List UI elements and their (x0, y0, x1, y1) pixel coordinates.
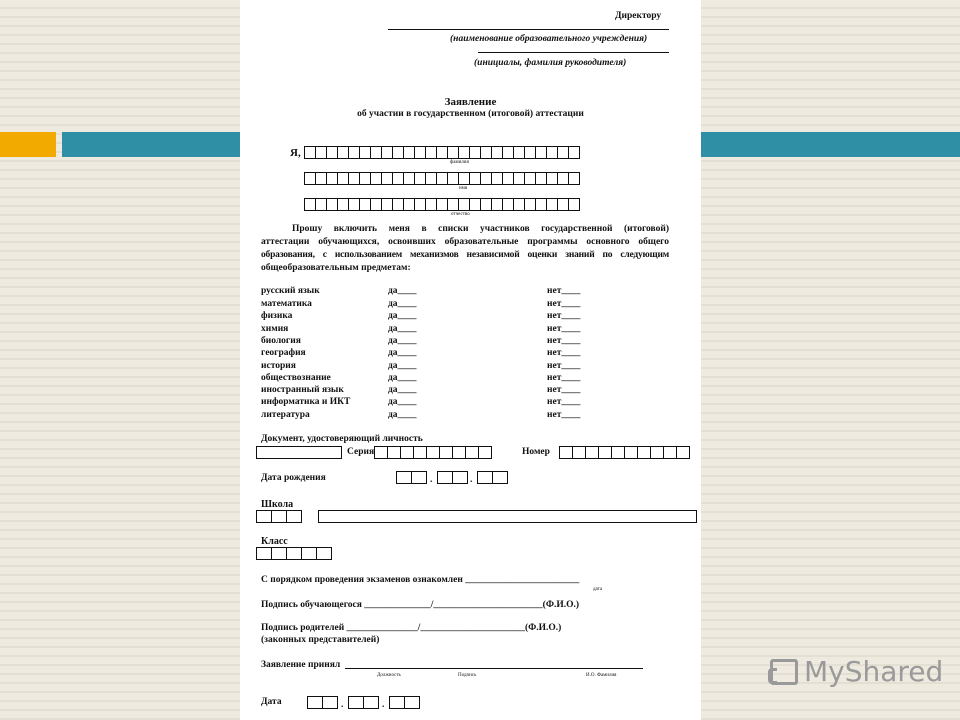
date-year-cells[interactable] (389, 696, 419, 709)
date-day-cells[interactable] (307, 696, 337, 709)
parent-signature-note: (законных представителей) (261, 635, 380, 645)
patronymic-caption: отчество (451, 212, 470, 217)
school-number-cells[interactable] (256, 510, 301, 523)
subject-name: литература (261, 410, 310, 420)
accepted-position-caption: Должность (377, 673, 401, 678)
birth-date-label: Дата рождения (261, 473, 326, 483)
subject-yes[interactable]: да____ (388, 385, 417, 395)
id-number-cells[interactable] (559, 446, 689, 459)
date-dot-2: . (382, 700, 385, 710)
accepted-signature-caption: Подпись (458, 673, 477, 678)
institution-hint: (наименование образовательного учреждения) (450, 34, 648, 44)
request-line-2: аттестации обучающихся, освоивших образовательные программы основного общего (261, 237, 669, 247)
subject-yes[interactable]: да____ (388, 324, 417, 334)
subject-yes[interactable]: да____ (388, 410, 417, 420)
first-name-cells[interactable] (304, 172, 579, 185)
familiarized-date-caption: дата (593, 587, 603, 592)
subject-no[interactable]: нет____ (547, 286, 581, 296)
form-title: Заявление (444, 96, 497, 108)
subject-yes[interactable]: да____ (388, 286, 417, 296)
subject-yes[interactable]: да____ (388, 397, 417, 407)
subject-name: иностранный язык (261, 385, 344, 395)
id-series-cells[interactable] (374, 446, 491, 459)
presentation-icon (770, 659, 798, 685)
subject-name: география (261, 348, 306, 358)
id-document-type-field[interactable] (256, 446, 342, 459)
subject-yes[interactable]: да____ (388, 311, 417, 321)
subject-row (261, 411, 591, 423)
subject-name: русский язык (261, 286, 320, 296)
application-form-sheet (240, 0, 701, 720)
addressee-label: Директору (615, 11, 662, 21)
familiarized-statement: С порядком проведения экзаменов ознакомлен ________________________ (261, 575, 580, 585)
student-signature-line: Подпись обучающегося ______________/_______________________(Ф.И.О.) (261, 600, 580, 610)
subject-name: математика (261, 299, 312, 309)
subject-name: история (261, 361, 296, 371)
watermark (770, 655, 943, 688)
subject-name: информатика и ИКТ (261, 397, 351, 407)
subject-yes[interactable]: да____ (388, 373, 417, 383)
first-name-caption: имя (459, 186, 468, 191)
subject-no[interactable]: нет____ (547, 385, 581, 395)
form-subtitle: об участии в государственном (итоговой) аттестации (357, 109, 584, 119)
request-line-3: образования, с использованием механизмов независимой оценки знаний по следующим (261, 250, 669, 260)
surname-cells[interactable] (304, 146, 579, 159)
subject-yes[interactable]: да____ (388, 336, 417, 346)
birth-year-cells[interactable] (477, 471, 507, 484)
subject-no[interactable]: нет____ (547, 410, 581, 420)
subject-no[interactable]: нет____ (547, 336, 581, 346)
birth-month-cells[interactable] (437, 471, 467, 484)
patronymic-cells[interactable] (304, 198, 579, 211)
subject-no[interactable]: нет____ (547, 299, 581, 309)
subject-row (261, 287, 591, 299)
school-name-field[interactable] (318, 510, 697, 523)
id-document-label: Документ, удостоверяющий личность (261, 434, 423, 444)
birth-dot-1: . (430, 475, 433, 485)
subject-name: химия (261, 324, 289, 334)
subject-row (261, 300, 591, 312)
subject-yes[interactable]: да____ (388, 299, 417, 309)
director-hint: (инициалы, фамилия руководителя) (474, 58, 627, 68)
class-label: Класс (261, 536, 288, 547)
birth-day-cells[interactable] (396, 471, 426, 484)
name-prefix: Я, (290, 147, 301, 159)
id-series-label: Серия (347, 447, 375, 457)
watermark-text: MyShared (804, 655, 944, 688)
class-cells[interactable] (256, 547, 331, 560)
accepted-fio-caption: И.О. Фамилия (586, 673, 617, 678)
subject-no[interactable]: нет____ (547, 361, 581, 371)
surname-caption: фамилия (450, 160, 469, 165)
birth-dot-2: . (470, 475, 473, 485)
accepted-label: Заявление принял (261, 660, 341, 670)
institution-line (388, 29, 669, 30)
subject-row (261, 337, 591, 349)
subject-row (261, 398, 591, 410)
subject-name: биология (261, 336, 301, 346)
subject-no[interactable]: нет____ (547, 373, 581, 383)
accent-bar-orange (0, 132, 56, 157)
request-line-1: Прошу включить меня в списки участников государственной (итоговой) (292, 224, 669, 234)
subject-row (261, 349, 591, 361)
subject-yes[interactable]: да____ (388, 348, 417, 358)
subject-name: физика (261, 311, 293, 321)
subject-no[interactable]: нет____ (547, 324, 581, 334)
date-month-cells[interactable] (348, 696, 378, 709)
subject-row (261, 325, 591, 337)
school-label: Школа (261, 499, 294, 510)
subject-no[interactable]: нет____ (547, 348, 581, 358)
parent-signature-line: Подпись родителей _______________/______________________(Ф.И.О.) (261, 623, 562, 633)
accepted-line (345, 668, 643, 669)
subject-name: обществознание (261, 373, 331, 383)
date-dot-1: . (341, 700, 344, 710)
director-line (478, 52, 669, 53)
subject-no[interactable]: нет____ (547, 397, 581, 407)
id-number-label: Номер (522, 447, 550, 457)
request-line-4: общеобразовательным предметам: (261, 263, 411, 273)
subject-no[interactable]: нет____ (547, 311, 581, 321)
subject-row (261, 312, 591, 324)
subject-yes[interactable]: да____ (388, 361, 417, 371)
date-label: Дата (261, 697, 282, 707)
